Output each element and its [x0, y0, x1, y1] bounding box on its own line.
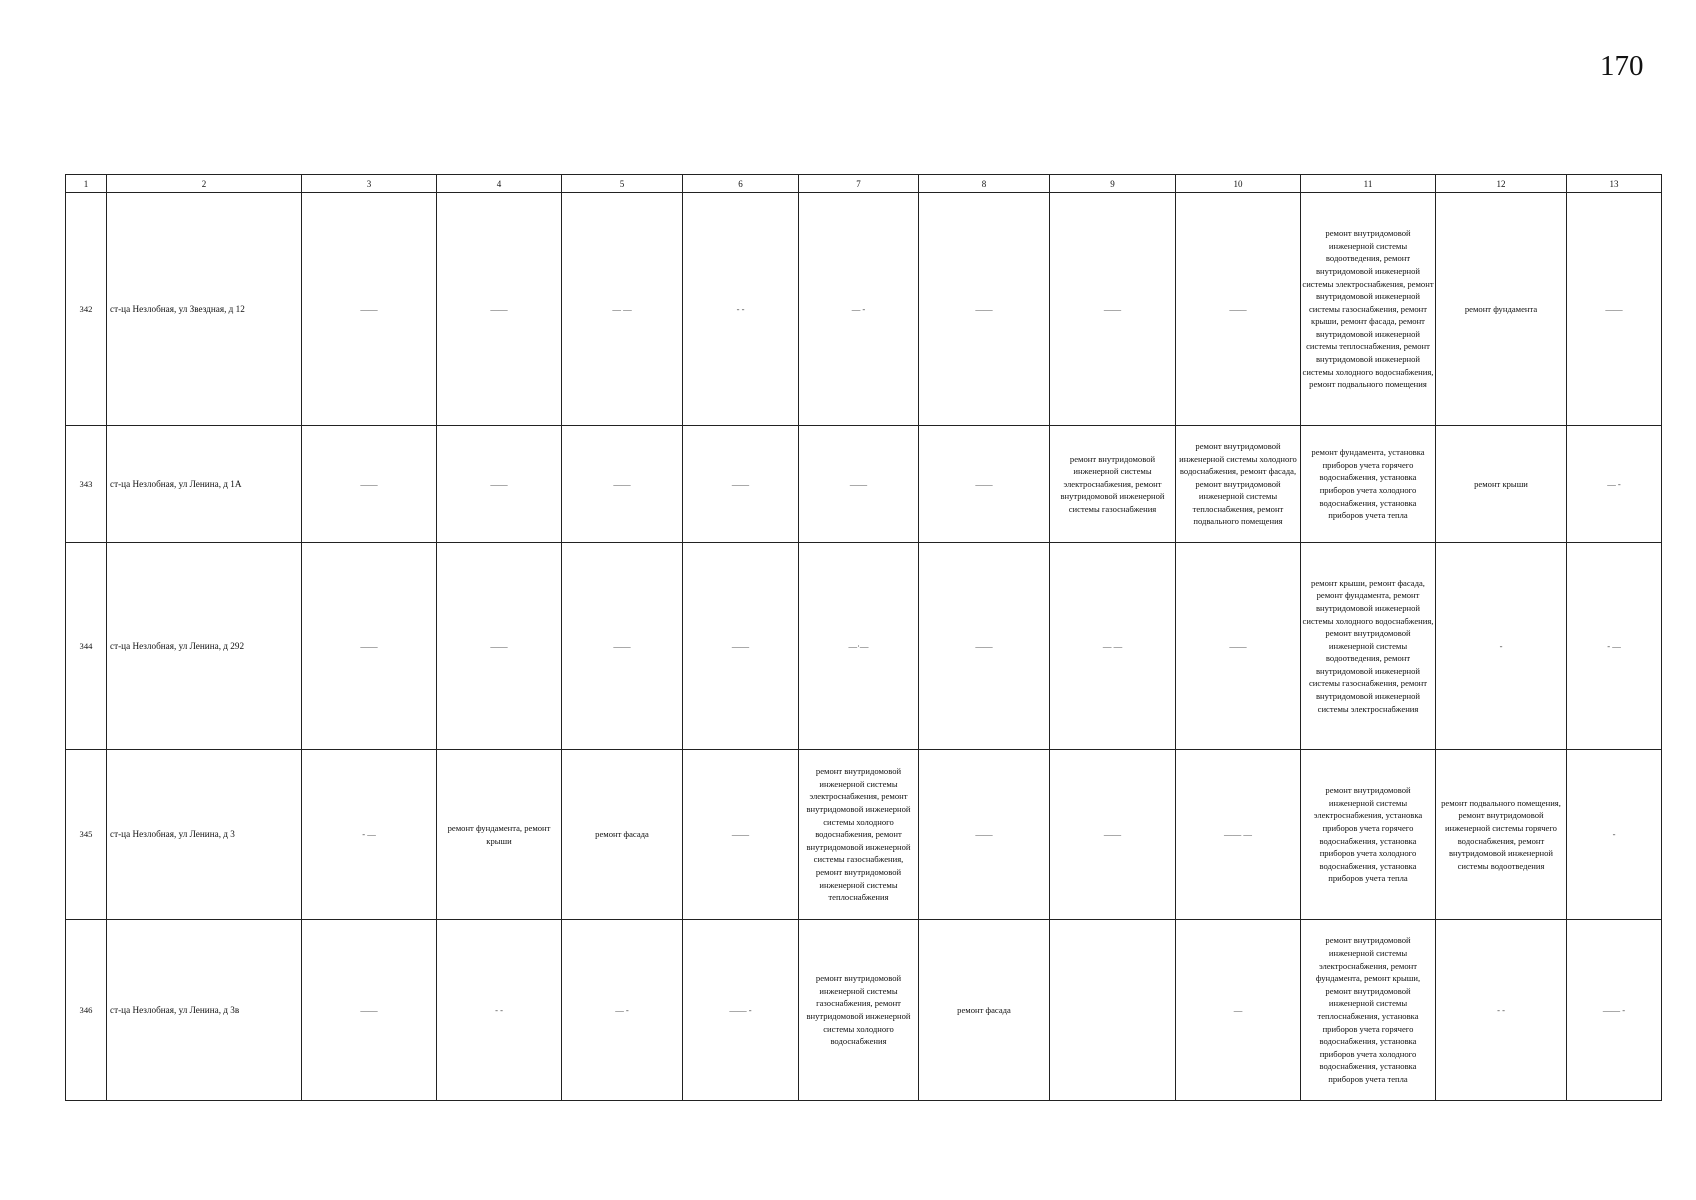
cell-col-3: —— — [302, 426, 437, 543]
cell-col-6: —— — [683, 543, 799, 750]
cell-col-12: ремонт подвального помещения, ремонт внутридомовой инженерной системы горячего водоснабжения, ремонт внутридомовой инженерной системы водоотведения — [1436, 750, 1567, 920]
cell-col-9: ремонт внутридомовой инженерной системы электроснабжения, ремонт внутридомовой инженерной системы газоснабжения — [1050, 426, 1176, 543]
cell-col-11: ремонт крыши, ремонт фасада, ремонт фундамента, ремонт внутридомовой инженерной системы холодного водоснабжения, ремонт внутридомовой инженерной системы водоотведения, ремонт внутридомовой инженерной системы газоснабжения, ремонт внутридомовой инженерной системы электроснабжения — [1301, 543, 1436, 750]
cell-col-12: - — [1436, 543, 1567, 750]
cell-col-13: - — [1567, 750, 1662, 920]
cell-col-4: —— — [437, 426, 562, 543]
cell-col-10: ремонт внутридомовой инженерной системы холодного водоснабжения, ремонт фасада, ремонт внутридомовой инженерной системы теплоснабжения, ремонт подвального помещения — [1176, 426, 1301, 543]
cell-col-4: - - — [437, 920, 562, 1101]
column-header-8: 8 — [919, 175, 1050, 193]
cell-col-3: —— — [302, 193, 437, 426]
cell-col-5: ремонт фасада — [562, 750, 683, 920]
address-cell: ст-ца Незлобная, ул Ленина, д 3 — [107, 750, 302, 920]
cell-col-10: — — [1176, 920, 1301, 1101]
address-cell: ст-ца Незлобная, ул Ленина, д 1А — [107, 426, 302, 543]
column-header-9: 9 — [1050, 175, 1176, 193]
cell-col-10: —— — — [1176, 750, 1301, 920]
column-header-13: 13 — [1567, 175, 1662, 193]
address-cell: ст-ца Незлобная, ул Ленина, д 292 — [107, 543, 302, 750]
cell-col-7: ремонт внутридомовой инженерной системы электроснабжения, ремонт внутридомовой инженерной системы холодного водоснабжения, ремонт внутридомовой инженерной системы газоснабжения, ремонт внутридомовой инженерной системы теплоснабжения — [799, 750, 919, 920]
cell-col-12: ремонт крыши — [1436, 426, 1567, 543]
address-cell: ст-ца Незлобная, ул Звездная, д 12 — [107, 193, 302, 426]
cell-col-9: — — — [1050, 543, 1176, 750]
cell-col-6: —— — [683, 750, 799, 920]
cell-col-5: —— — [562, 543, 683, 750]
cell-col-11: ремонт внутридомовой инженерной системы электроснабжения, ремонт фундамента, ремонт крыши, ремонт внутридомовой инженерной системы теплоснабжения, установка приборов учета горячего водоснабжения, установка приборов учета холодного водоснабжения, установка приборов учета тепла — [1301, 920, 1436, 1101]
row-number: 343 — [66, 426, 107, 543]
column-header-11: 11 — [1301, 175, 1436, 193]
address-cell: ст-ца Незлобная, ул Ленина, д 3в — [107, 920, 302, 1101]
cell-col-4: ремонт фундамента, ремонт крыши — [437, 750, 562, 920]
cell-col-6: - - — [683, 193, 799, 426]
cell-col-8: ремонт фасада — [919, 920, 1050, 1101]
cell-col-11: ремонт внутридомовой инженерной системы водоотведения, ремонт внутридомовой инженерной системы электроснабжения, ремонт внутридомовой инженерной системы газоснабжения, ремонт крыши, ремонт фасада, ремонт внутридомовой инженерной системы теплоснабжения, ремонт внутридомовой инженерной системы холодного водоснабжения, ремонт подвального помещения — [1301, 193, 1436, 426]
row-number: 345 — [66, 750, 107, 920]
cell-col-13: — - — [1567, 426, 1662, 543]
cell-col-11: ремонт внутридомовой инженерной системы электроснабжения, установка приборов учета горячего водоснабжения, установка приборов учета холодного водоснабжения, установка приборов учета тепла — [1301, 750, 1436, 920]
column-header-12: 12 — [1436, 175, 1567, 193]
cell-col-11: ремонт фундамента, установка приборов учета горячего водоснабжения, установка приборов учета холодного водоснабжения, установка приборов учета тепла — [1301, 426, 1436, 543]
cell-col-9: —— — [1050, 750, 1176, 920]
cell-col-5: —— — [562, 426, 683, 543]
cell-col-6: —— - — [683, 920, 799, 1101]
cell-col-4: —— — [437, 193, 562, 426]
cell-col-5: — — — [562, 193, 683, 426]
cell-col-4: —— — [437, 543, 562, 750]
cell-col-8: —— — [919, 426, 1050, 543]
column-header-1: 1 — [66, 175, 107, 193]
column-header-4: 4 — [437, 175, 562, 193]
cell-col-3: —— — [302, 920, 437, 1101]
table-row — [66, 543, 1662, 750]
cell-col-3: - — — [302, 750, 437, 920]
table-row — [66, 920, 1662, 1101]
cell-col-13: —— — [1567, 193, 1662, 426]
repair-schedule-table — [65, 174, 1662, 1101]
cell-col-10: —— — [1176, 543, 1301, 750]
cell-col-6: —— — [683, 426, 799, 543]
row-number: 344 — [66, 543, 107, 750]
cell-col-8: —— — [919, 750, 1050, 920]
cell-col-13: —— - — [1567, 920, 1662, 1101]
table-row — [66, 750, 1662, 920]
cell-col-9: —— — [1050, 193, 1176, 426]
header-row — [66, 175, 1662, 193]
row-number: 342 — [66, 193, 107, 426]
cell-col-3: —— — [302, 543, 437, 750]
cell-col-8: —— — [919, 193, 1050, 426]
table-row — [66, 426, 1662, 543]
cell-col-5: — - — [562, 920, 683, 1101]
page-number: 170 — [1600, 50, 1644, 82]
cell-col-7: — - — [799, 193, 919, 426]
cell-col-7: ремонт внутридомовой инженерной системы газоснабжения, ремонт внутридомовой инженерной системы холодного водоснабжения — [799, 920, 919, 1101]
cell-col-8: —— — [919, 543, 1050, 750]
row-number: 346 — [66, 920, 107, 1101]
cell-col-10: —— — [1176, 193, 1301, 426]
column-header-6: 6 — [683, 175, 799, 193]
column-header-5: 5 — [562, 175, 683, 193]
column-header-3: 3 — [302, 175, 437, 193]
column-header-10: 10 — [1176, 175, 1301, 193]
cell-col-12: - - — [1436, 920, 1567, 1101]
column-header-7: 7 — [799, 175, 919, 193]
cell-col-13: - — — [1567, 543, 1662, 750]
cell-col-7: —·— — [799, 543, 919, 750]
column-header-2: 2 — [107, 175, 302, 193]
cell-col-9 — [1050, 920, 1176, 1101]
cell-col-7: —— — [799, 426, 919, 543]
table-row — [66, 193, 1662, 426]
cell-col-12: ремонт фундамента — [1436, 193, 1567, 426]
